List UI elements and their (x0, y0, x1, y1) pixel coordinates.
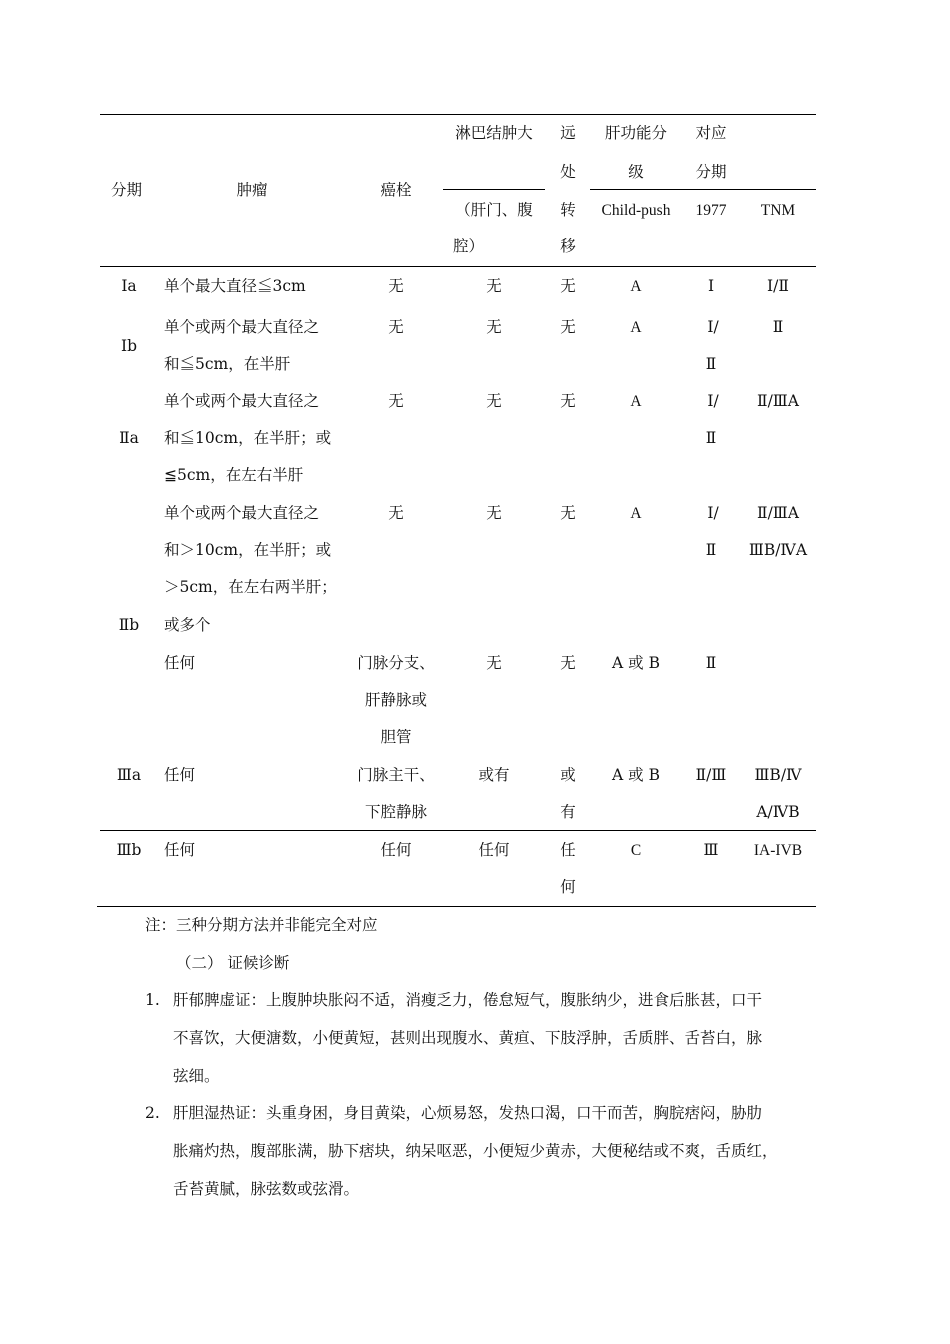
row-iiia-lymph: 或有 (478, 766, 510, 784)
row-ia-lymph: 无 (486, 277, 502, 295)
row-ib-distant: 无 (560, 318, 576, 336)
row-ib-lymph: 无 (486, 318, 502, 336)
lymph-header-divider (443, 189, 545, 190)
header-1977: 1977 (695, 202, 727, 219)
row-iiib-1977: Ⅲ (703, 841, 719, 859)
header-thrombus: 癌栓 (380, 181, 412, 199)
row-iia-tumor-line2: 和≦10cm，在半肝；或 (164, 429, 332, 447)
row-5-1977: Ⅱ (705, 654, 717, 672)
header-tnm: TNM (760, 202, 796, 219)
row-ib-thrombus: 无 (388, 318, 404, 336)
row-iiib-tumor: 任何 (164, 841, 196, 859)
row-iia-1977-line1: Ⅰ/ (707, 392, 719, 410)
row-iiib-child: C (630, 842, 642, 859)
row-iiia-tnm-line2: A/ⅣB (756, 803, 800, 821)
row-iib-tnm-line2: ⅢB/ⅣA (748, 541, 808, 559)
row-iiia-child: A 或 B (612, 766, 660, 784)
row-iib-tumor-line4: 或多个 (164, 616, 211, 634)
row-ib-child: A (630, 319, 642, 336)
row-iia-1977-line2: Ⅱ (705, 429, 717, 447)
row-iiia-1977: Ⅱ/Ⅲ (695, 766, 727, 784)
item-1-line1: 肝郁脾虚证：上腹肿块胀闷不适，消瘦乏力，倦怠短气，腹胀纳少，进食后胀甚，口干 (173, 991, 763, 1009)
header-liver-func-line2: 级 (628, 163, 644, 181)
row-ia-stage: Ⅰa (121, 277, 137, 295)
row-iia-lymph: 无 (486, 392, 502, 410)
row-iib-lymph: 无 (486, 504, 502, 522)
row-iib-tumor-line2: 和＞10cm，在半肝；或 (164, 541, 332, 559)
row-iiia-stage: Ⅲa (116, 766, 142, 784)
row-ib-stage: Ⅰb (120, 337, 138, 355)
row-iiib-lymph: 任何 (478, 841, 510, 859)
row-iiib-distant-line2: 何 (560, 878, 576, 896)
row-ib-tumor-line2: 和≦5cm，在半肝 (164, 355, 291, 373)
row-iia-stage: Ⅱa (119, 429, 139, 447)
row-iia-child: A (630, 393, 642, 410)
row-5-distant: 无 (560, 654, 576, 672)
row-5-tumor: 任何 (164, 654, 196, 672)
row-ib-tumor-line1: 单个或两个最大直径之 (164, 318, 320, 336)
row-iiia-thrombus-line1: 门脉主干、 (357, 766, 435, 784)
row-iiib-thrombus: 任何 (380, 841, 412, 859)
row-iia-tumor-line3: ≦5cm，在左右半肝 (164, 466, 304, 484)
row-ia-distant: 无 (560, 277, 576, 295)
row-ib-1977-line2: Ⅱ (705, 355, 717, 373)
row-iib-tumor-line3: ＞5cm，在左右两半肝； (164, 578, 337, 596)
row-iiib-tnm: IA-IVB (753, 842, 803, 859)
row-iia-tnm: Ⅱ/ⅢA (757, 392, 799, 410)
header-liver-func-line1: 肝功能分 (604, 124, 668, 142)
row-ia-1977: Ⅰ (707, 277, 715, 295)
row-5-thrombus-line1: 门脉分支、 (357, 654, 435, 672)
row-ib-1977-line1: Ⅰ/ (707, 318, 719, 336)
row-5-thrombus-line2: 肝静脉或 (364, 691, 428, 709)
header-stage: 分期 (111, 181, 143, 199)
row-iib-tnm-line1: Ⅱ/ⅢA (757, 504, 799, 522)
header-lymph-line1: 淋巴结肿大 (455, 124, 533, 142)
row-iiib-stage: Ⅲb (116, 841, 142, 859)
row-ia-child: A (630, 278, 642, 295)
row-5-lymph: 无 (486, 654, 502, 672)
header-corr-line2: 分期 (695, 163, 727, 181)
row-iiia-tnm-line1: ⅢB/Ⅳ (754, 766, 802, 784)
item-2-line2: 胀痛灼热，腹部胀满，胁下痞块，纳呆呕恶，小便短少黄赤，大便秘结或不爽，舌质红， (173, 1142, 778, 1160)
row-iiib-distant-line1: 任 (560, 841, 576, 859)
row-iib-stage: Ⅱb (118, 616, 140, 634)
row-iiia-tumor: 任何 (164, 766, 196, 784)
row-iiia-distant-line1: 或 (560, 766, 576, 784)
header-bottom-rule (100, 266, 816, 267)
row-iib-child: A (630, 505, 642, 522)
header-corr-line1: 对应 (695, 124, 727, 142)
header-lymph-line3: 腔） (453, 237, 485, 255)
table-bottom-rule (97, 906, 816, 907)
row-iiia-thrombus-line2: 下腔静脉 (364, 803, 428, 821)
item-1-number: 1. (145, 991, 160, 1009)
row-iib-distant: 无 (560, 504, 576, 522)
item-1-line2: 不喜饮，大便溏数，小便黄短，甚则出现腹水、黄疸、下肢浮肿，舌质胖、舌苔白，脉 (173, 1029, 763, 1047)
row-ia-thrombus: 无 (388, 277, 404, 295)
row-iiib-top-rule (100, 830, 816, 831)
row-iib-1977-line1: Ⅰ/ (707, 504, 719, 522)
row-ib-tnm: Ⅱ (772, 318, 784, 336)
item-1-line3: 弦细。 (173, 1067, 220, 1085)
row-ia-tnm: Ⅰ/Ⅱ (767, 277, 789, 295)
header-lymph-line2: （肝门、腹 (455, 201, 533, 219)
header-distant-3: 转 (560, 201, 576, 219)
row-5-child: A 或 B (612, 654, 660, 672)
section-title: （二） 证候诊断 (176, 954, 290, 972)
row-iib-1977-line2: Ⅱ (705, 541, 717, 559)
row-iia-thrombus: 无 (388, 392, 404, 410)
header-distant-1: 远 (560, 124, 576, 142)
table-note: 注：三种分期方法并非能完全对应 (145, 916, 378, 934)
header-tumor: 肿瘤 (236, 181, 268, 199)
item-2-line3: 舌苔黄腻，脉弦数或弦滑。 (173, 1180, 360, 1198)
header-child-push: Child-push (601, 202, 671, 219)
row-iia-tumor-line1: 单个或两个最大直径之 (164, 392, 320, 410)
row-iib-thrombus: 无 (388, 504, 404, 522)
table-top-rule (100, 114, 816, 115)
row-iia-distant: 无 (560, 392, 576, 410)
item-2-line1: 肝胆湿热证：头重身困，身目黄染，心烦易怒，发热口渴，口干而苦，胸脘痞闷，胁肋 (173, 1104, 763, 1122)
row-5-thrombus-line3: 胆管 (380, 728, 412, 746)
header-distant-4: 移 (560, 237, 576, 255)
row-ia-tumor: 单个最大直径≦3cm (164, 277, 306, 295)
header-distant-2: 处 (560, 163, 576, 181)
item-2-number: 2. (145, 1104, 160, 1122)
liver-header-divider (590, 189, 816, 190)
row-iib-tumor-line1: 单个或两个最大直径之 (164, 504, 320, 522)
row-iiia-distant-line2: 有 (560, 803, 576, 821)
